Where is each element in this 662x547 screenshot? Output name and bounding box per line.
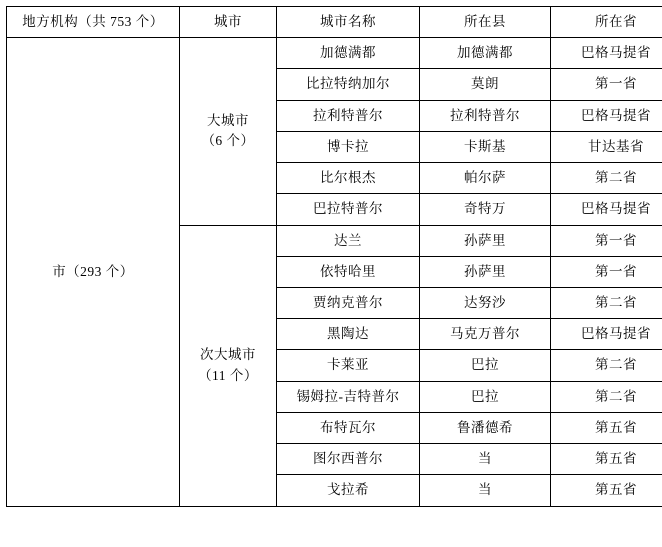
province-cell: 第五省 xyxy=(551,412,662,443)
province-cell: 第二省 xyxy=(551,163,662,194)
county-cell: 卡斯基 xyxy=(420,131,551,162)
city-name-cell: 依特哈里 xyxy=(277,256,420,287)
province-cell: 巴格马提省 xyxy=(551,100,662,131)
city-name-cell: 戈拉希 xyxy=(277,475,420,506)
county-cell: 莫朗 xyxy=(420,69,551,100)
province-cell: 第一省 xyxy=(551,69,662,100)
city-name-cell: 黑陶达 xyxy=(277,319,420,350)
city-name-cell: 布特瓦尔 xyxy=(277,412,420,443)
province-cell: 第五省 xyxy=(551,444,662,475)
county-cell: 奇特万 xyxy=(420,194,551,225)
table-row xyxy=(7,38,662,69)
province-cell: 第五省 xyxy=(551,475,662,506)
city-name-cell: 加德满都 xyxy=(277,38,420,69)
county-cell: 达努沙 xyxy=(420,287,551,318)
city-type-sub-metropolitan-line1: 次大城市 xyxy=(200,347,256,363)
province-cell: 巴格马提省 xyxy=(551,319,662,350)
city-type-big-city xyxy=(180,38,277,225)
city-name-cell: 比尔根杰 xyxy=(277,163,420,194)
county-cell: 孙萨里 xyxy=(420,225,551,256)
city-type-big-city-line1: 大城市 xyxy=(207,113,249,129)
province-cell: 第一省 xyxy=(551,256,662,287)
header-cell-city-name: 城市名称 xyxy=(277,7,420,38)
table-body xyxy=(7,7,662,507)
city-type-big-city-line2: （6 个） xyxy=(201,133,255,149)
city-name-cell: 巴拉特普尔 xyxy=(277,194,420,225)
group-label-municipality: 市（293 个） xyxy=(7,38,180,506)
city-name-cell: 卡莱亚 xyxy=(277,350,420,381)
province-cell: 巴格马提省 xyxy=(551,38,662,69)
table-header-row xyxy=(7,7,662,38)
province-cell: 甘达基省 xyxy=(551,131,662,162)
county-cell: 帕尔萨 xyxy=(420,163,551,194)
city-type-sub-metropolitan xyxy=(180,225,277,506)
county-cell: 巴拉 xyxy=(420,381,551,412)
header-cell-county: 所在县 xyxy=(420,7,551,38)
province-cell: 第二省 xyxy=(551,287,662,318)
header-cell-province: 所在省 xyxy=(551,7,662,38)
city-name-cell: 拉利特普尔 xyxy=(277,100,420,131)
local-institutions-table xyxy=(6,6,662,507)
city-type-sub-metropolitan-line2: （11 个） xyxy=(198,367,258,383)
county-cell: 当 xyxy=(420,475,551,506)
city-name-cell: 图尔西普尔 xyxy=(277,444,420,475)
city-name-cell: 达兰 xyxy=(277,225,420,256)
province-cell: 第二省 xyxy=(551,350,662,381)
province-cell: 第二省 xyxy=(551,381,662,412)
county-cell: 加德满都 xyxy=(420,38,551,69)
county-cell: 鲁潘德希 xyxy=(420,412,551,443)
province-cell: 巴格马提省 xyxy=(551,194,662,225)
county-cell: 拉利特普尔 xyxy=(420,100,551,131)
county-cell: 当 xyxy=(420,444,551,475)
province-cell: 第一省 xyxy=(551,225,662,256)
city-name-cell: 比拉特纳加尔 xyxy=(277,69,420,100)
county-cell: 孙萨里 xyxy=(420,256,551,287)
header-cell-city: 城市 xyxy=(180,7,277,38)
city-name-cell: 博卡拉 xyxy=(277,131,420,162)
city-name-cell: 贾纳克普尔 xyxy=(277,287,420,318)
header-cell-organization: 地方机构（共 753 个） xyxy=(7,7,180,38)
city-name-cell: 锡姆拉-吉特普尔 xyxy=(277,381,420,412)
county-cell: 马克万普尔 xyxy=(420,319,551,350)
county-cell: 巴拉 xyxy=(420,350,551,381)
